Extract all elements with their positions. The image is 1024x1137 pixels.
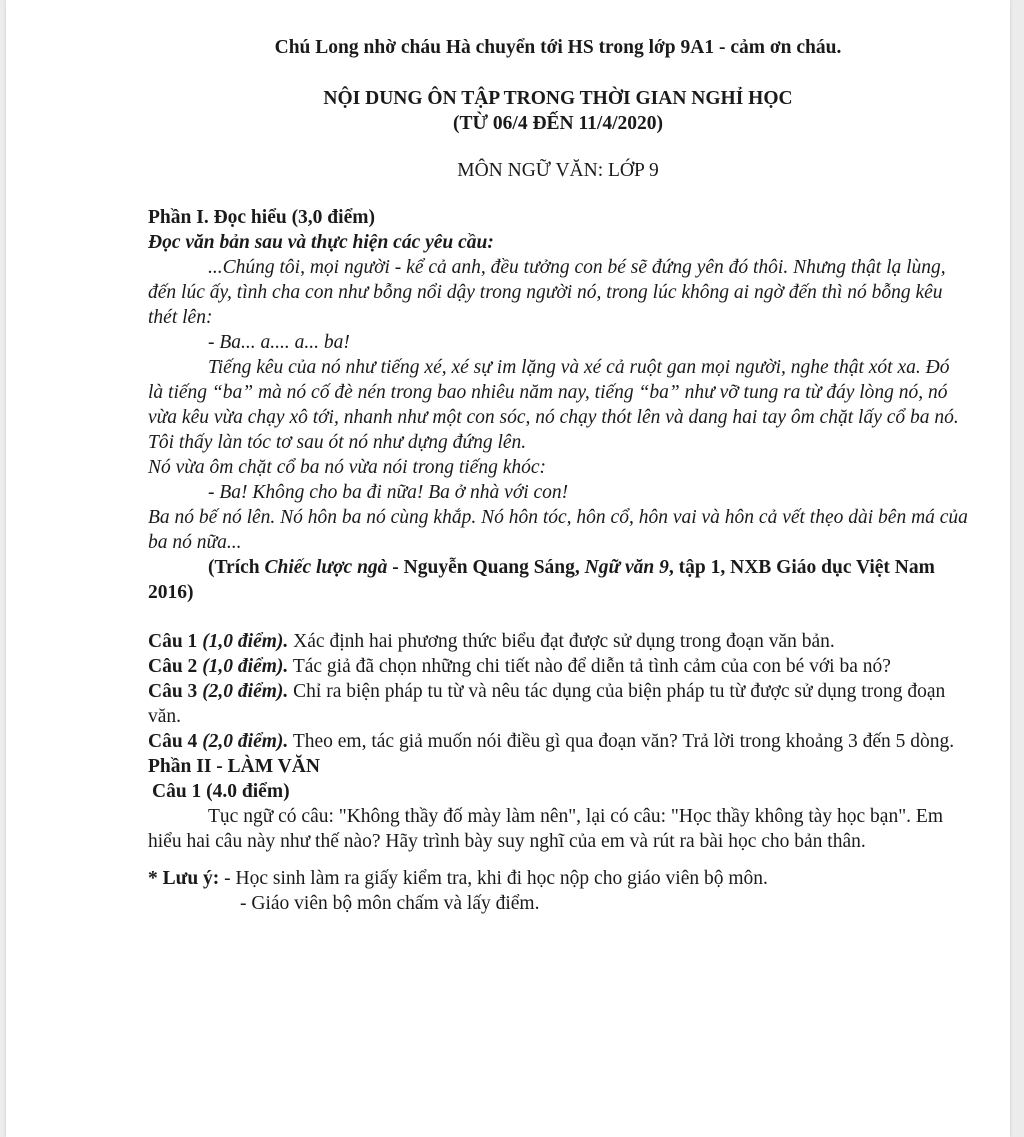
question-points: (1,0 điểm). [202, 656, 289, 677]
header-note: Chú Long nhờ cháu Hà chuyển tới HS trong lớp 9A1 - cảm ơn cháu. [274, 37, 842, 58]
question-points: (1,0 điểm). [202, 631, 289, 652]
question-text: Chỉ ra biện pháp tu từ và nêu tác dụng của biện pháp tu từ được sử dụng trong đoạn văn. [148, 681, 946, 727]
part2-question-label: Câu 1 (4.0 điểm) [152, 781, 290, 802]
question-text: Tác giả đã chọn những chi tiết nào để diễn tả tình cảm của con bé với ba nó? [292, 656, 891, 677]
note-label: * Lưu ý: [148, 868, 220, 889]
part1-instruction: Đọc văn bản sau và thực hiện các yêu cầu: [148, 232, 494, 253]
passage-paragraph: ...Chúng tôi, mọi người - kể cả anh, đều tưởng con bé sẽ đứng yên đó thôi. Nhưng thật lạ lùng, đến lúc ấy, tình cha con như bỗng nổi dậy trong người nó, trong lúc không ai ngờ đến thì nó bỗng kêu thét lên: [148, 257, 946, 328]
passage-paragraph: Ba nó bế nó lên. Nó hôn ba nó cùng khắp. Nó hôn tóc, hôn cổ, hôn vai và hôn cả vết thẹo dài bên má của ba nó nữa... [148, 507, 968, 553]
document-page [6, 0, 1010, 1137]
question-item [148, 729, 968, 754]
passage-paragraph: - Ba! Không cho ba đi nữa! Ba ở nhà với con! [208, 482, 569, 503]
question-item [148, 629, 968, 654]
document-content [148, 30, 968, 916]
citation-book: Ngữ văn 9 [584, 557, 669, 578]
question-label: Câu 2 [148, 656, 198, 677]
passage-paragraph: - Ba... a.... a... ba! [208, 332, 350, 353]
question-points: (2,0 điểm). [202, 681, 289, 702]
citation-publisher: , tập 1, NXB Giáo dục Việt Nam 2016) [148, 557, 935, 603]
citation-work: Chiếc lược ngà [264, 557, 388, 578]
citation [148, 555, 968, 605]
document-date-range: (TỪ 06/4 ĐẾN 11/4/2020) [453, 113, 663, 134]
note-text: - Học sinh làm ra giấy kiểm tra, khi đi học nộp cho giáo viên bộ môn. [224, 868, 768, 889]
question-item [148, 654, 968, 679]
part1-heading: Phần I. Đọc hiểu (3,0 điểm) [148, 207, 375, 228]
citation-prefix: (Trích [208, 557, 265, 578]
subject-line: MÔN NGỮ VĂN: LỚP 9 [457, 160, 659, 181]
document-title: NỘI DUNG ÔN TẬP TRONG THỜI GIAN NGHỈ HỌC [323, 88, 793, 109]
question-text: Theo em, tác giả muốn nói điều gì qua đoạn văn? Trả lời trong khoảng 3 đến 5 dòng. [292, 731, 955, 752]
question-item [148, 679, 968, 729]
part2-question-text: Tục ngữ có câu: "Không thầy đố mày làm nên", lại có câu: "Học thầy không tày học bạn". Em hiểu hai câu này như thế nào? Hãy trình bày suy nghĩ của em và rút ra bài học cho bản thân. [148, 806, 944, 852]
note-line: - Giáo viên bộ môn chấm và lấy điểm. [240, 893, 540, 914]
question-text: Xác định hai phương thức biểu đạt được sử dụng trong đoạn văn bản. [293, 631, 835, 652]
question-label: Câu 4 [148, 731, 198, 752]
question-points: (2,0 điểm). [202, 731, 289, 752]
reading-passage [148, 255, 968, 555]
question-label: Câu 1 [148, 631, 198, 652]
citation-author: - Nguyễn Quang Sáng, [387, 557, 585, 578]
question-label: Câu 3 [148, 681, 198, 702]
question-list [148, 629, 968, 754]
passage-paragraph: Nó vừa ôm chặt cổ ba nó vừa nói trong tiếng khóc: [148, 457, 547, 478]
part2-heading: Phần II - LÀM VĂN [148, 756, 320, 777]
note-line [148, 866, 968, 891]
note-section [148, 866, 968, 916]
passage-paragraph: Tiếng kêu của nó như tiếng xé, xé sự im lặng và xé cả ruột gan mọi người, nghe thật xót xa. Đó là tiếng “ba” mà nó cố đè nén trong bao nhiêu năm nay, tiếng “ba” như vỡ tung ra từ đáy lòng nó, nó vừa kêu vừa chạy xô tới, nhanh như một con sóc, nó chạy thót lên và dang hai tay ôm chặt lấy cổ ba nó. Tôi thấy làn tóc tơ sau ót nó như dựng đứng lên. [148, 357, 959, 453]
